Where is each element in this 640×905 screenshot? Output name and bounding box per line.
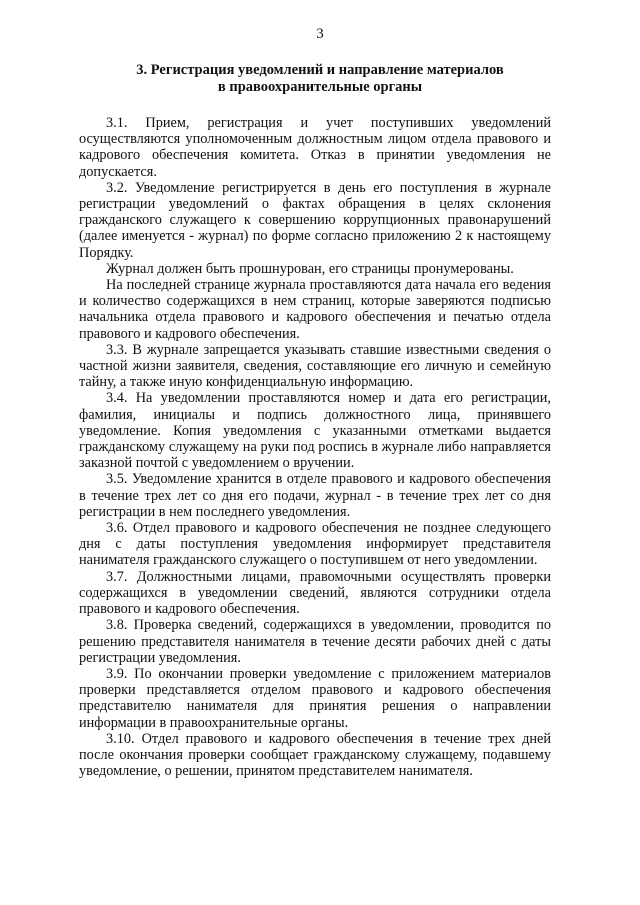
paragraph-3-10: 3.10. Отдел правового и кадрового обеспечения в течение трех дней после окончания проверки сообщает гражданскому служащему, подавшему уведомление, о решении, принятом представителем нанимателя. [79,730,551,780]
paragraph-journal-binding: Журнал должен быть прошнурован, его страницы пронумерованы. [106,260,514,277]
paragraph-journal-last-page: На последней странице журнала проставляются дата начала его ведения и количество содержащихся в нем страниц, которые заверяются подписью начальника отдела правового и кадрового обеспечения и печатью отдела правового и кадрового обеспечения. [79,277,551,342]
section-title-line-2: в правоохранительные органы [217,79,423,95]
paragraph-3-6: 3.6. Отдел правового и кадрового обеспечения не позднее следующего дня с даты поступления уведомления информирует представителя нанимателя гражданского служащего о поступившем от него уведомлении. [79,520,551,569]
document-body [79,115,551,779]
paragraph-3-5: 3.5. Уведомление хранится в отделе правового и кадрового обеспечения в течение трех лет со дня его подачи, журнал - в течение трех лет со дня регистрации в нем последнего уведомления. [79,471,551,520]
paragraph-3-8: 3.8. Проверка сведений, содержащихся в уведомлении, проводится по решению представителя нанимателя в течение десяти рабочих дней с даты регистрации уведомления. [79,617,551,666]
paragraph-3-1: 3.1. Прием, регистрация и учет поступивших уведомлений осуществляются уполномоченным должностным лицом отдела правового и кадрового обеспечения комитета. Отказ в принятии уведомления не допускается. [79,115,551,180]
paragraph-3-3: 3.3. В журнале запрещается указывать ставшие известными сведения о частной жизни заявителя, сведения, составляющие его личную и семейную тайну, а также иную конфиденциальную информацию. [79,341,551,391]
paragraph-3-4: 3.4. На уведомлении проставляются номер и дата его регистрации, фамилия, инициалы и подпись должностного лица, принявшего уведомление. Копия уведомления с указанными отметками выдается гражданскому служащему на руки под роспись в журнале либо направляется заказной почтой с уведомлением о вручении. [79,390,551,472]
paragraph-3-7: 3.7. Должностными лицами, правомочными осуществлять проверки содержащихся в уведомлении сведений, являются сотрудники отдела правового и кадрового обеспечения. [79,568,551,618]
paragraph-3-9: 3.9. По окончании проверки уведомление с приложением материалов проверки представляется отделом правового и кадрового обеспечения представителю нанимателя для принятия решения о направлении информации в правоохранительные органы. [79,665,551,731]
paragraph-3-2: 3.2. Уведомление регистрируется в день его поступления в журнале регистрации уведомлений о фактах обращения в целях склонения гражданского служащего к совершению коррупционных правонарушений (далее именуется - журнал) по форме согласно приложению 2 к настоящему Порядку. [79,179,551,261]
page-number: 3 [316,26,324,42]
section-title-line-1: 3. Регистрация уведомлений и направление материалов [136,62,504,78]
section-title [60,62,580,96]
